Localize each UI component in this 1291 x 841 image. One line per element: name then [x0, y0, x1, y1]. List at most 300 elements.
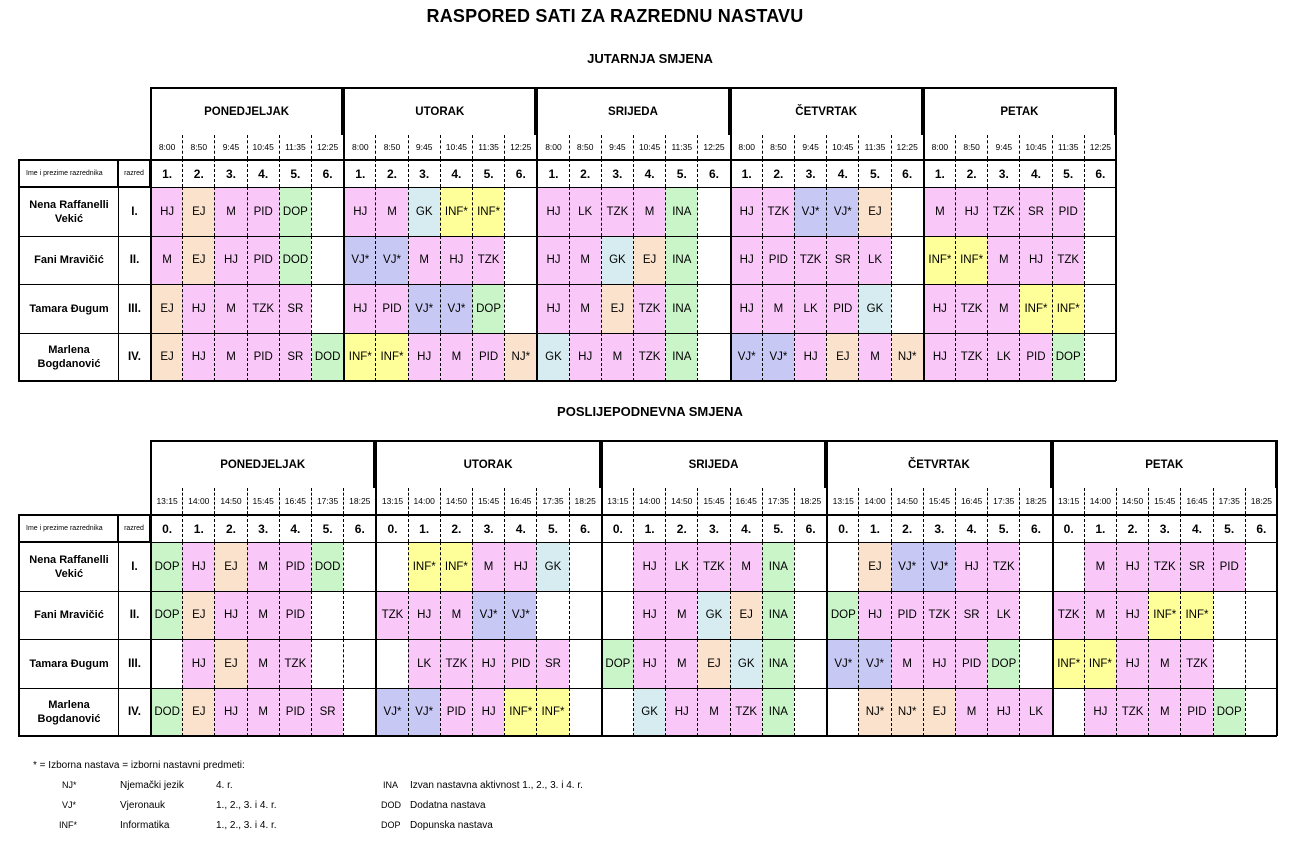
subject-cell: HJ	[214, 688, 246, 737]
subject-cell: M	[987, 236, 1019, 285]
period-number: 5.	[311, 514, 343, 542]
subject-cell: HJ	[794, 333, 826, 382]
period-number: 1.	[633, 514, 665, 542]
subject-cell	[504, 187, 536, 236]
period-number: 2.	[955, 159, 987, 187]
subject-cell: HJ	[730, 187, 762, 236]
subject-cell	[794, 688, 826, 737]
subject-cell: INF*	[1180, 591, 1212, 640]
subject-cell: HJ	[923, 333, 955, 382]
subject-cell	[1084, 284, 1116, 333]
subject-cell: TZK	[375, 591, 407, 640]
grade-label: I.	[118, 542, 150, 591]
afternoon-shift-title: POSLIJEPODNEVNA SMJENA	[557, 404, 743, 419]
subject-cell: EJ	[826, 333, 858, 382]
subject-cell: HJ	[633, 591, 665, 640]
time-label: 17:35	[311, 488, 343, 514]
subject-cell	[891, 187, 923, 236]
subject-cell: INF*	[536, 688, 568, 737]
period-number: 2.	[569, 159, 601, 187]
subject-cell: M	[569, 236, 601, 285]
subject-cell: M	[1148, 639, 1180, 688]
time-label: 14:00	[182, 488, 214, 514]
subject-cell	[826, 688, 858, 737]
time-label: 12:25	[891, 135, 923, 159]
subject-cell: EJ	[182, 236, 214, 285]
subject-cell: DOP	[601, 639, 633, 688]
time-label: 13:15	[601, 488, 633, 514]
time-label: 9:45	[214, 135, 246, 159]
subject-cell: VJ*	[408, 284, 440, 333]
time-label: 15:45	[697, 488, 729, 514]
period-number: 3.	[1148, 514, 1180, 542]
period-number: 4.	[955, 514, 987, 542]
subject-cell	[375, 639, 407, 688]
subject-cell: M	[214, 187, 246, 236]
subject-cell: TZK	[1116, 688, 1148, 737]
subject-cell: M	[375, 187, 407, 236]
subject-cell: DOP	[1052, 333, 1084, 382]
subject-cell: NJ*	[858, 688, 890, 737]
time-label: 18:25	[794, 488, 826, 514]
time-label: 8:50	[955, 135, 987, 159]
time-label: 11:35	[279, 135, 311, 159]
subject-cell: DOD	[150, 688, 182, 737]
period-number: 6.	[794, 514, 826, 542]
subject-cell: EJ	[633, 236, 665, 285]
subject-cell: EJ	[697, 639, 729, 688]
time-label: 13:15	[150, 488, 182, 514]
subject-cell: HJ	[150, 187, 182, 236]
subject-cell	[504, 236, 536, 285]
subject-cell: INF*	[923, 236, 955, 285]
period-number: 0.	[150, 514, 182, 542]
subject-cell: PID	[472, 333, 504, 382]
subject-cell	[1019, 639, 1051, 688]
subject-cell: HJ	[182, 284, 214, 333]
subject-cell: M	[440, 591, 472, 640]
subject-cell	[343, 591, 375, 640]
subject-cell	[1084, 187, 1116, 236]
time-label: 14:00	[1084, 488, 1116, 514]
subject-cell: PID	[891, 591, 923, 640]
time-label: 8:00	[343, 135, 375, 159]
subject-cell: NJ*	[891, 688, 923, 737]
subject-cell: PID	[504, 639, 536, 688]
time-label: 16:45	[730, 488, 762, 514]
subject-cell	[697, 236, 729, 285]
time-label: 11:35	[858, 135, 890, 159]
subject-cell: M	[955, 688, 987, 737]
subject-cell: PID	[247, 236, 279, 285]
day-header: ČETVRTAK	[730, 87, 923, 135]
subject-cell: DOD	[279, 236, 311, 285]
subject-cell	[1245, 591, 1277, 640]
subject-cell: GK	[536, 542, 568, 591]
period-number: 3.	[247, 514, 279, 542]
subject-cell: VJ*	[440, 284, 472, 333]
grade-label: I.	[118, 187, 150, 236]
subject-cell: TZK	[955, 333, 987, 382]
grade-label: III.	[118, 284, 150, 333]
subject-cell: DOP	[1213, 688, 1245, 737]
subject-cell: INA	[762, 688, 794, 737]
period-number: 3.	[472, 514, 504, 542]
grade-label: IV.	[118, 333, 150, 382]
period-number: 1.	[923, 159, 955, 187]
subject-cell	[1052, 688, 1084, 737]
subject-cell: TZK	[987, 542, 1019, 591]
time-label: 14:00	[633, 488, 665, 514]
subject-cell: M	[247, 639, 279, 688]
subject-cell: M	[987, 284, 1019, 333]
period-number: 4.	[730, 514, 762, 542]
period-number: 6.	[504, 159, 536, 187]
time-label: 8:50	[375, 135, 407, 159]
time-label: 9:45	[408, 135, 440, 159]
time-label: 13:15	[375, 488, 407, 514]
subject-cell: INF*	[472, 187, 504, 236]
page-title: RASPORED SATI ZA RAZREDNU NASTAVU	[426, 6, 804, 26]
subject-cell: PID	[1180, 688, 1212, 737]
subject-cell: LK	[569, 187, 601, 236]
subject-cell	[601, 688, 633, 737]
subject-cell	[569, 688, 601, 737]
subject-cell: SR	[536, 639, 568, 688]
subject-cell: NJ*	[891, 333, 923, 382]
legend-note: * = Izborna nastava = izborni nastavni predmeti:	[33, 760, 245, 771]
subject-cell	[697, 284, 729, 333]
subject-cell: GK	[601, 236, 633, 285]
header-grade: razred	[118, 514, 150, 542]
subject-cell: HJ	[955, 187, 987, 236]
table-left-border	[150, 87, 152, 159]
subject-cell	[311, 591, 343, 640]
time-label: 11:35	[665, 135, 697, 159]
period-number: 5.	[665, 159, 697, 187]
period-number: 2.	[762, 159, 794, 187]
subject-cell: GK	[697, 591, 729, 640]
subject-cell	[569, 591, 601, 640]
time-label: 18:25	[1245, 488, 1277, 514]
subject-cell: SR	[1019, 187, 1051, 236]
day-header: UTORAK	[343, 87, 536, 135]
subject-cell	[504, 284, 536, 333]
period-number: 5.	[987, 514, 1019, 542]
period-number: 1.	[182, 514, 214, 542]
subject-cell: M	[762, 284, 794, 333]
subject-cell: HJ	[1116, 591, 1148, 640]
subject-cell: M	[150, 236, 182, 285]
legend-name: Dopunska nastava	[410, 820, 493, 831]
time-label: 8:00	[730, 135, 762, 159]
subject-cell: M	[923, 187, 955, 236]
subject-cell	[794, 542, 826, 591]
subject-cell: HJ	[536, 236, 568, 285]
subject-cell	[891, 236, 923, 285]
subject-cell: TZK	[762, 187, 794, 236]
table-right-border	[1276, 440, 1278, 736]
subject-cell: TZK	[923, 591, 955, 640]
subject-cell: M	[1084, 542, 1116, 591]
subject-cell: VJ*	[375, 688, 407, 737]
subject-cell: INA	[762, 639, 794, 688]
time-label: 17:35	[762, 488, 794, 514]
subject-cell: VJ*	[891, 542, 923, 591]
subject-cell: INF*	[375, 333, 407, 382]
time-label: 8:00	[150, 135, 182, 159]
period-number: 5.	[279, 159, 311, 187]
subject-cell: TZK	[440, 639, 472, 688]
time-label: 9:45	[794, 135, 826, 159]
subject-cell: LK	[987, 333, 1019, 382]
subject-cell: TZK	[279, 639, 311, 688]
subject-cell: M	[697, 688, 729, 737]
period-number: 6.	[891, 159, 923, 187]
time-label: 14:50	[440, 488, 472, 514]
subject-cell: TZK	[1180, 639, 1212, 688]
subject-cell	[536, 591, 568, 640]
legend-name: Vjeronauk	[120, 800, 166, 811]
period-number: 2.	[214, 514, 246, 542]
subject-cell	[826, 542, 858, 591]
subject-cell: HJ	[504, 542, 536, 591]
time-label: 13:15	[826, 488, 858, 514]
period-number: 4.	[440, 159, 472, 187]
subject-cell: M	[1084, 591, 1116, 640]
time-label: 14:50	[665, 488, 697, 514]
period-number: 3.	[408, 159, 440, 187]
subject-cell: HJ	[923, 639, 955, 688]
subject-cell	[1245, 688, 1277, 737]
day-header: PETAK	[1052, 440, 1277, 488]
time-label: 16:45	[504, 488, 536, 514]
subject-cell: EJ	[182, 591, 214, 640]
time-label: 11:35	[472, 135, 504, 159]
subject-cell: VJ*	[408, 688, 440, 737]
subject-cell: EJ	[214, 639, 246, 688]
subject-cell: HJ	[214, 236, 246, 285]
subject-cell	[1019, 591, 1051, 640]
time-label: 17:35	[1213, 488, 1245, 514]
legend-grades: 1., 2., 3. i 4. r.	[216, 800, 277, 811]
legend-code: DOD	[381, 800, 401, 810]
header-grade: razred	[118, 159, 150, 187]
period-number: 3.	[697, 514, 729, 542]
period-number: 1.	[730, 159, 762, 187]
subject-cell: HJ	[182, 333, 214, 382]
subject-cell: TZK	[1052, 236, 1084, 285]
time-label: 14:50	[1116, 488, 1148, 514]
subject-cell	[1084, 236, 1116, 285]
subject-cell: DOP	[279, 187, 311, 236]
period-number: 5.	[762, 514, 794, 542]
time-label: 12:25	[1084, 135, 1116, 159]
day-header: PONEDJELJAK	[150, 440, 375, 488]
period-number: 2.	[1116, 514, 1148, 542]
subject-cell: DOP	[987, 639, 1019, 688]
subject-cell: INF*	[440, 187, 472, 236]
time-label: 18:25	[343, 488, 375, 514]
subject-cell: HJ	[536, 284, 568, 333]
subject-cell: HJ	[987, 688, 1019, 737]
time-label: 12:25	[697, 135, 729, 159]
morning-shift-title: JUTARNJA SMJENA	[587, 51, 713, 66]
subject-cell: HJ	[923, 284, 955, 333]
time-label: 8:00	[536, 135, 568, 159]
legend-code: VJ*	[62, 800, 77, 810]
time-label: 14:00	[858, 488, 890, 514]
subject-cell: M	[858, 333, 890, 382]
period-number: 6.	[569, 514, 601, 542]
subject-cell: M	[247, 688, 279, 737]
legend-name: Dodatna nastava	[410, 800, 486, 811]
subject-cell: GK	[633, 688, 665, 737]
subject-cell	[794, 639, 826, 688]
subject-cell: LK	[794, 284, 826, 333]
subject-cell: INF*	[1148, 591, 1180, 640]
period-number: 0.	[826, 514, 858, 542]
subject-cell: HJ	[182, 639, 214, 688]
subject-cell: INF*	[408, 542, 440, 591]
subject-cell: INA	[665, 333, 697, 382]
legend-code: NJ*	[62, 780, 77, 790]
subject-cell	[343, 542, 375, 591]
subject-cell: HJ	[955, 542, 987, 591]
period-number: 1.	[408, 514, 440, 542]
subject-cell: M	[1148, 688, 1180, 737]
subject-cell	[343, 688, 375, 737]
subject-cell: VJ*	[858, 639, 890, 688]
subject-cell: DOP	[472, 284, 504, 333]
subject-cell: M	[730, 542, 762, 591]
time-label: 15:45	[247, 488, 279, 514]
subject-cell: HJ	[440, 236, 472, 285]
time-label: 15:45	[472, 488, 504, 514]
subject-cell: HJ	[343, 284, 375, 333]
period-number: 2.	[440, 514, 472, 542]
subject-cell: SR	[279, 284, 311, 333]
time-label: 12:25	[311, 135, 343, 159]
subject-cell: LK	[1019, 688, 1051, 737]
subject-cell: EJ	[858, 542, 890, 591]
subject-cell: PID	[279, 542, 311, 591]
time-label: 9:45	[987, 135, 1019, 159]
subject-cell: EJ	[923, 688, 955, 737]
subject-cell	[1019, 542, 1051, 591]
subject-cell: SR	[311, 688, 343, 737]
subject-cell: M	[247, 591, 279, 640]
subject-cell: PID	[440, 688, 472, 737]
subject-cell: GK	[858, 284, 890, 333]
subject-cell	[891, 284, 923, 333]
subject-cell: VJ*	[730, 333, 762, 382]
subject-cell: HJ	[536, 187, 568, 236]
table-right-border	[1115, 87, 1117, 381]
time-label: 8:50	[182, 135, 214, 159]
teacher-name: Marlena Bogdanović	[18, 333, 118, 382]
subject-cell	[1245, 542, 1277, 591]
subject-cell: INA	[665, 236, 697, 285]
period-number: 1.	[150, 159, 182, 187]
subject-cell: SR	[279, 333, 311, 382]
subject-cell: HJ	[569, 333, 601, 382]
subject-cell: TZK	[247, 284, 279, 333]
header-teacher-name: Ime i prezime razrednika	[18, 159, 118, 187]
subject-cell: TZK	[794, 236, 826, 285]
subject-cell: HJ	[408, 333, 440, 382]
subject-cell: VJ*	[762, 333, 794, 382]
subject-cell: SR	[955, 591, 987, 640]
period-number: 6.	[697, 159, 729, 187]
table-bottom-border	[18, 735, 1277, 737]
subject-cell: EJ	[858, 187, 890, 236]
period-number: 1.	[343, 159, 375, 187]
subject-cell: M	[569, 284, 601, 333]
subject-cell: PID	[247, 333, 279, 382]
subject-cell: DOP	[826, 591, 858, 640]
subject-cell	[601, 542, 633, 591]
period-number: 4.	[279, 514, 311, 542]
subject-cell: HJ	[182, 542, 214, 591]
subject-cell	[311, 639, 343, 688]
subject-cell	[697, 187, 729, 236]
subject-cell: M	[665, 639, 697, 688]
period-number: 3.	[794, 159, 826, 187]
period-number: 1.	[858, 514, 890, 542]
subject-cell: EJ	[214, 542, 246, 591]
subject-cell: HJ	[858, 591, 890, 640]
subject-cell: HJ	[633, 639, 665, 688]
subject-cell: VJ*	[375, 236, 407, 285]
subject-cell	[375, 542, 407, 591]
subject-cell	[697, 333, 729, 382]
subject-cell: DOD	[311, 333, 343, 382]
table-bottom-border	[18, 380, 1116, 382]
subject-cell: M	[891, 639, 923, 688]
subject-cell: TZK	[601, 187, 633, 236]
subject-cell: VJ*	[794, 187, 826, 236]
teacher-name: Nena Raffanelli Vekić	[18, 542, 118, 591]
subject-cell: HJ	[408, 591, 440, 640]
subject-cell: LK	[665, 542, 697, 591]
subject-cell: TZK	[955, 284, 987, 333]
period-number: 2.	[375, 159, 407, 187]
period-number: 3.	[214, 159, 246, 187]
subject-cell: EJ	[150, 333, 182, 382]
subject-cell: VJ*	[472, 591, 504, 640]
teacher-name: Tamara Đugum	[18, 284, 118, 333]
subject-cell	[311, 236, 343, 285]
subject-cell: VJ*	[826, 639, 858, 688]
legend-grades: 4. r.	[216, 780, 233, 791]
subject-cell: HJ	[665, 688, 697, 737]
subject-cell: NJ*	[504, 333, 536, 382]
subject-cell: TZK	[1052, 591, 1084, 640]
period-number: 5.	[1052, 159, 1084, 187]
teacher-name: Marlena Bogdanović	[18, 688, 118, 737]
subject-cell: INF*	[343, 333, 375, 382]
subject-cell	[601, 591, 633, 640]
subject-cell: TZK	[697, 542, 729, 591]
period-number: 6.	[1245, 514, 1277, 542]
subject-cell: HJ	[214, 591, 246, 640]
grade-label: III.	[118, 639, 150, 688]
legend-code: DOP	[381, 820, 401, 830]
subject-cell: PID	[247, 187, 279, 236]
period-number: 5.	[472, 159, 504, 187]
subject-cell: PID	[1019, 333, 1051, 382]
